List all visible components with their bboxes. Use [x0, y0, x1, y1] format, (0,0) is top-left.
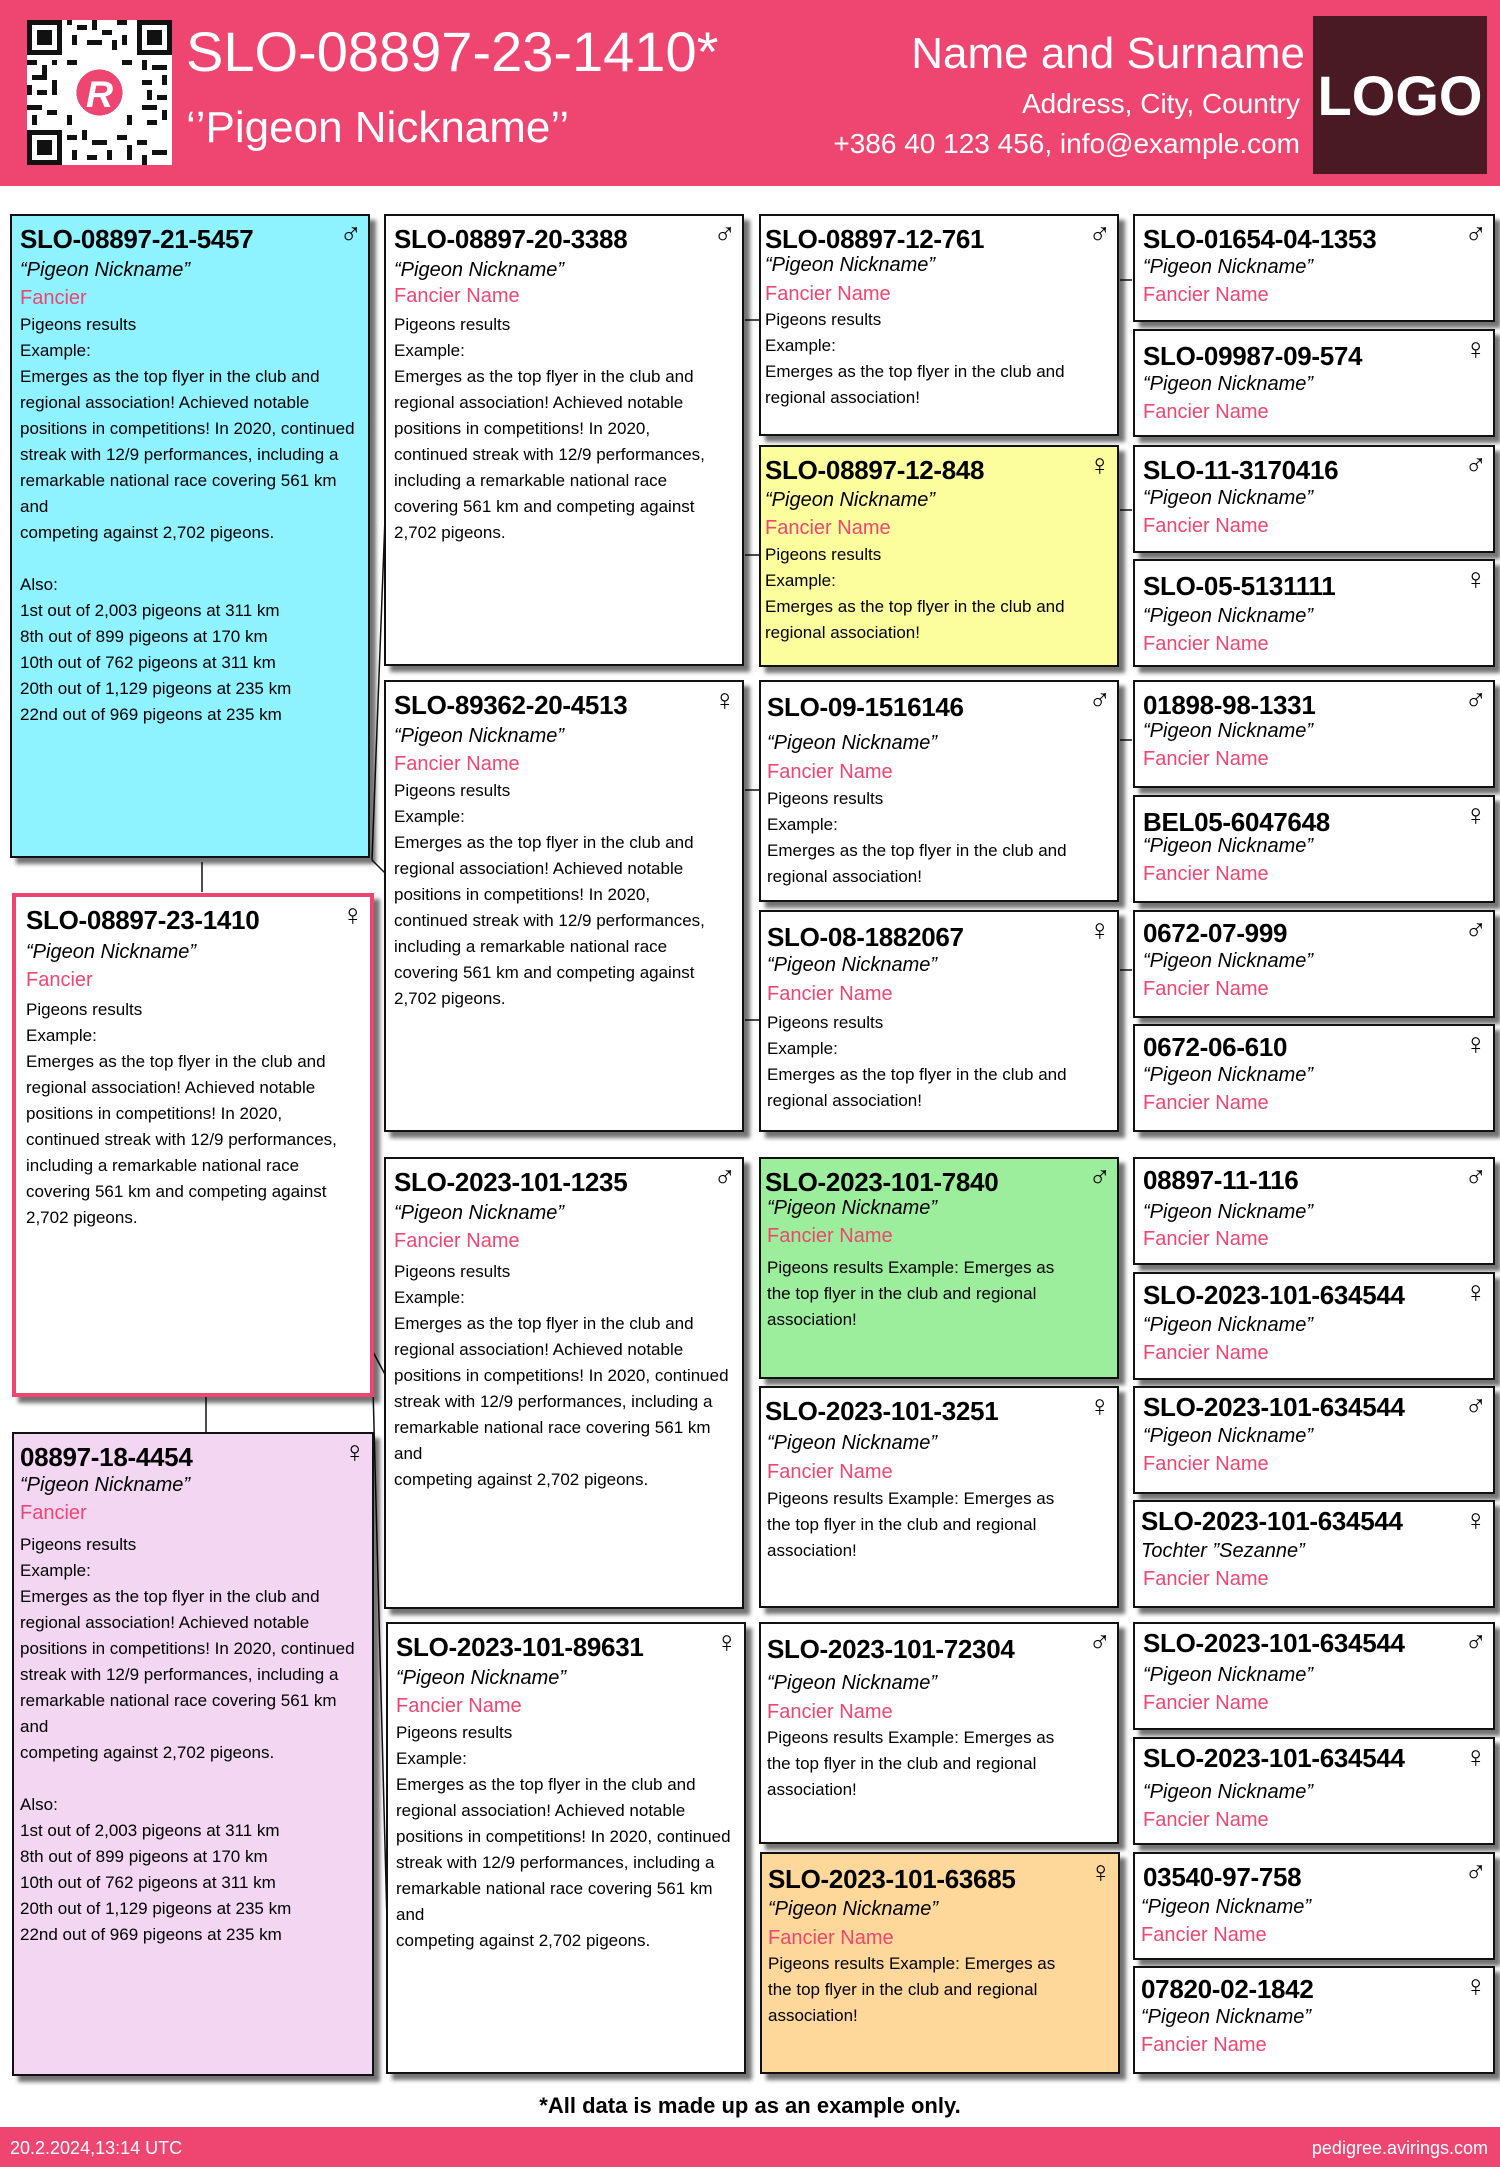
female-icon: ♀: [1464, 333, 1487, 366]
pedigree-card-gen4[interactable]: [1133, 214, 1495, 322]
fancier-name: Fancier Name: [765, 283, 891, 305]
pedigree-card-gen4[interactable]: [1133, 1852, 1495, 1960]
fancier-name: Fancier Name: [767, 983, 893, 1005]
nickname: “Pigeon Nickname”: [1143, 835, 1314, 857]
fancier-name: Fancier Name: [1143, 401, 1269, 423]
male-icon: ♂: [713, 1161, 736, 1194]
male-icon: ♂: [1464, 1626, 1487, 1659]
nickname: “Pigeon Nickname”: [394, 725, 565, 747]
nickname: “Pigeon Nickname”: [767, 1197, 938, 1219]
nickname: “Pigeon Nickname”: [1143, 1201, 1314, 1223]
owner-contact: +386 40 123 456, info@example.com: [833, 128, 1300, 159]
pigeon-results: Pigeons results Example: Emerges as the top flyer in the club and regional association!: [767, 1258, 1055, 1329]
ring-number: 08897-11-116: [1143, 1165, 1299, 1195]
nickname: “Pigeon Nickname”: [1143, 487, 1314, 509]
ring-number: 07820-02-1842: [1141, 1974, 1314, 2004]
nickname: “Pigeon Nickname”: [1143, 950, 1314, 972]
pedigree-card-gen4[interactable]: [1133, 329, 1495, 437]
male-icon: ♂: [1088, 1626, 1111, 1659]
ring-number: SLO-09987-09-574: [1143, 341, 1363, 371]
male-icon: ♂: [339, 218, 362, 251]
owner-name: Name and Surname: [911, 29, 1305, 78]
pedigree-card-gen4[interactable]: [1133, 910, 1495, 1018]
ring-number: SLO-08897-21-5457: [20, 224, 254, 254]
fancier-name: Fancier Name: [1143, 1092, 1269, 1114]
fancier-name: Fancier: [20, 287, 87, 309]
pedigree-card-gen3[interactable]: [759, 910, 1119, 1132]
female-icon: ♀: [1088, 914, 1111, 947]
pedigree-card-gen4[interactable]: [1133, 1272, 1495, 1380]
fancier-name: Fancier Name: [767, 1701, 893, 1723]
ring-number: SLO-2023-101-72304: [767, 1634, 1015, 1664]
ring-number: SLO-2023-101-634544: [1143, 1743, 1405, 1773]
fancier-name: Fancier Name: [1143, 1342, 1269, 1364]
fancier-name: Fancier Name: [1143, 284, 1269, 306]
pedigree-card-gen4[interactable]: [1133, 1966, 1495, 2074]
pedigree-card-sire[interactable]: [10, 214, 370, 858]
female-icon: ♀: [1088, 1390, 1111, 1423]
ring-number: SLO-2023-101-7840: [765, 1167, 999, 1197]
pedigree-card-gen2[interactable]: [384, 680, 744, 1132]
pigeon-results: Pigeons results Example: Emerges as the top flyer in the club and regional association!: [767, 1013, 1067, 1110]
nickname: “Pigeon Nickname”: [1143, 1425, 1314, 1447]
pedigree-card-gen2[interactable]: [384, 214, 744, 666]
fancier-name: Fancier: [26, 969, 93, 991]
nickname: “Pigeon Nickname”: [1143, 373, 1314, 395]
nickname: “Pigeon Nickname”: [1141, 2006, 1312, 2028]
pedigree-card-gen3[interactable]: [759, 1386, 1119, 1608]
fancier-name: Fancier Name: [1141, 2034, 1267, 2056]
pedigree-card-gen2[interactable]: [386, 1622, 746, 2074]
pedigree-card-gen4[interactable]: [1133, 1737, 1495, 1845]
nickname: “Pigeon Nickname”: [394, 1202, 565, 1224]
fancier-name: Fancier Name: [1141, 1924, 1267, 1946]
pigeon-results: Pigeons results Example: Emerges as the top flyer in the club and regional association!: [767, 789, 1067, 886]
nickname: “Pigeon Nickname”: [767, 1672, 938, 1694]
pedigree-card-gen4[interactable]: [1133, 1157, 1495, 1265]
ring-number: 0672-06-610: [1143, 1032, 1288, 1062]
pigeon-results: Pigeons results Example: Emerges as the top flyer in the club and regional association! Achieved notable positions in competitions! In 2020, continued streak with 12/9 performances, including a remarkable national race covering 561 km and competing against 2,702 pigeons.: [394, 315, 705, 542]
fancier-name: Fancier Name: [767, 1461, 893, 1483]
ring-number: SLO-08897-12-761: [765, 224, 985, 254]
pedigree-card-gen3[interactable]: [759, 1157, 1119, 1379]
pedigree-ring-title: SLO-08897-23-1410*: [186, 20, 719, 83]
female-icon: ♀: [1464, 1028, 1487, 1061]
fancier-name: Fancier Name: [1143, 1228, 1269, 1250]
pedigree-card-gen4[interactable]: [1133, 1386, 1495, 1494]
female-icon: ♀: [343, 1436, 366, 1469]
ring-number: BEL05-6047648: [1143, 807, 1330, 837]
logo: LOGO: [1313, 16, 1487, 174]
pigeon-results: Pigeons results Example: Emerges as the top flyer in the club and regional association! Achieved notable positions in competitions! In 2020, continued streak with 12/9 performances, including a remarkable national race covering 561 km and competing against 2,702 pigeons.: [26, 1000, 337, 1227]
fancier-name: Fancier Name: [767, 1225, 893, 1247]
female-icon: ♀: [1464, 1504, 1487, 1537]
nickname: “Pigeon Nickname”: [1143, 1064, 1314, 1086]
pigeon-results: Pigeons results Example: Emerges as the top flyer in the club and regional association! Achieved notable positions in competitions! In 2020, continued streak with 12/9 performances, including a remarkable national race covering 561 km and competing against 2,702 pigeons. Also: 1st out of 2,003 pigeons at 311 km 8th out of 899 pigeons at 170 km 10th out of 762 pigeons at 311 km 20th out of 1,129 pigeons at 235 km 22nd out of 969 pigeons at 235 km: [20, 315, 355, 724]
fancier-name: Fancier Name: [1143, 515, 1269, 537]
male-icon: ♂: [1088, 1161, 1111, 1194]
male-icon: ♂: [1088, 218, 1111, 251]
pedigree-card-dam[interactable]: [12, 1432, 374, 2076]
nickname: “Pigeon Nickname”: [767, 732, 938, 754]
pedigree-card-gen2[interactable]: [384, 1157, 744, 1609]
pedigree-nickname: ‘’Pigeon Nickname’’: [186, 103, 570, 152]
nickname: “Pigeon Nickname”: [394, 259, 565, 281]
fancier-name: Fancier Name: [1143, 748, 1269, 770]
female-icon: ♀: [341, 899, 364, 932]
ring-number: SLO-08-1882067: [767, 922, 964, 952]
qr-code-icon: [27, 20, 172, 165]
pigeon-results: Pigeons results Example: Emerges as the top flyer in the club and regional association! Achieved notable positions in competitions! In 2020, continued streak with 12/9 performances, including a remarkable national race covering 561 km and competing against 2,702 pigeons.: [396, 1723, 731, 1950]
male-icon: ♂: [1464, 684, 1487, 717]
fancier-name: Fancier Name: [394, 285, 520, 307]
male-icon: ♂: [1088, 684, 1111, 717]
nickname: “Pigeon Nickname”: [20, 1474, 191, 1496]
pedigree-footer: [0, 2127, 1500, 2167]
fancier-name: Fancier Name: [1143, 1568, 1269, 1590]
male-icon: ♂: [713, 218, 736, 251]
female-icon: ♀: [1464, 1276, 1487, 1309]
fancier-name: Fancier Name: [396, 1695, 522, 1717]
pigeon-results: Pigeons results Example: Emerges as the top flyer in the club and regional association!: [765, 545, 1065, 642]
ring-number: 08897-18-4454: [20, 1442, 193, 1472]
nickname: “Pigeon Nickname”: [1143, 1781, 1314, 1803]
fancier-name: Fancier Name: [1143, 633, 1269, 655]
pedigree-card-gen4[interactable]: [1133, 445, 1495, 553]
nickname: “Pigeon Nickname”: [1143, 720, 1314, 742]
pedigree-card-gen3[interactable]: [759, 445, 1119, 667]
nickname: Tochter ”Sezanne”: [1141, 1540, 1305, 1562]
nickname: “Pigeon Nickname”: [768, 1898, 939, 1920]
male-icon: ♂: [1464, 1390, 1487, 1423]
pedigree-card-gen4[interactable]: [1133, 795, 1495, 903]
site-link[interactable]: pedigree.avirings.com: [1311, 2138, 1488, 2158]
fancier-name: Fancier: [20, 1502, 87, 1524]
fancier-name: Fancier Name: [394, 753, 520, 775]
pigeon-results: Pigeons results Example: Emerges as the top flyer in the club and regional association!: [767, 1728, 1055, 1799]
ring-number: SLO-08897-12-848: [765, 455, 985, 485]
pigeon-results: Pigeons results Example: Emerges as the top flyer in the club and regional association!: [767, 1489, 1055, 1560]
pedigree-card-gen4[interactable]: [1133, 1024, 1495, 1132]
fancier-name: Fancier Name: [1143, 863, 1269, 885]
male-icon: ♂: [1464, 1161, 1487, 1194]
female-icon: ♀: [1464, 1741, 1487, 1774]
nickname: “Pigeon Nickname”: [1141, 1896, 1312, 1918]
pedigree-card-gen4[interactable]: [1133, 559, 1495, 667]
nickname: “Pigeon Nickname”: [396, 1667, 567, 1689]
pedigree-card-gen4[interactable]: [1133, 680, 1495, 788]
ring-number: SLO-89362-20-4513: [394, 690, 628, 720]
fancier-name: Fancier Name: [767, 761, 893, 783]
fancier-name: Fancier Name: [765, 517, 891, 539]
pigeon-results: Pigeons results Example: Emerges as the top flyer in the club and regional association! Achieved notable positions in competitions! In 2020, continued streak with 12/9 performances, including a remarkable national race covering 561 km and competing against 2,702 pigeons.: [394, 1262, 729, 1489]
female-icon: ♀: [713, 684, 736, 717]
pigeon-results: Pigeons results Example: Emerges as the top flyer in the club and regional association!: [768, 1954, 1056, 2025]
male-icon: ♂: [1464, 449, 1487, 482]
ring-number: 01898-98-1331: [1143, 690, 1316, 720]
ring-number: SLO-2023-101-634544: [1143, 1392, 1405, 1422]
pedigree-card-gen3[interactable]: [759, 214, 1119, 436]
male-icon: ♂: [1464, 218, 1487, 251]
fancier-name: Fancier Name: [1143, 1692, 1269, 1714]
fancier-name: Fancier Name: [1143, 1453, 1269, 1475]
nickname: “Pigeon Nickname”: [767, 954, 938, 976]
female-icon: ♀: [715, 1626, 738, 1659]
disclaimer-note: *All data is made up as an example only.: [539, 2093, 961, 2118]
fancier-name: Fancier Name: [768, 1927, 894, 1949]
owner-address: Address, City, Country: [1021, 88, 1300, 119]
ring-number: 03540-97-758: [1143, 1862, 1302, 1892]
pigeon-results: Pigeons results Example: Emerges as the top flyer in the club and regional association! Achieved notable positions in competitions! In 2020, continued streak with 12/9 performances, including a remarkable national race covering 561 km and competing against 2,702 pigeons. Also: 1st out of 2,003 pigeons at 311 km 8th out of 899 pigeons at 170 km 10th out of 762 pigeons at 311 km 20th out of 1,129 pigeons at 235 km 22nd out of 969 pigeons at 235 km: [20, 1535, 355, 1944]
fancier-name: Fancier Name: [1143, 978, 1269, 1000]
ring-number: SLO-08897-20-3388: [394, 224, 628, 254]
female-icon: ♀: [1088, 449, 1111, 482]
pigeon-results: Pigeons results Example: Emerges as the top flyer in the club and regional association! Achieved notable positions in competitions! In 2020, continued streak with 12/9 performances, including a remarkable national race covering 561 km and competing against 2,702 pigeons.: [394, 781, 705, 1008]
ring-number: 0672-07-999: [1143, 918, 1288, 948]
pedigree-card-subject[interactable]: [12, 893, 374, 1397]
ring-number: SLO-2023-101-634544: [1143, 1628, 1405, 1658]
ring-number: SLO-2023-101-1235: [394, 1167, 628, 1197]
nickname: “Pigeon Nickname”: [1143, 605, 1314, 627]
nickname: “Pigeon Nickname”: [767, 1432, 938, 1454]
pedigree-card-gen4[interactable]: [1133, 1622, 1495, 1730]
female-icon: ♀: [1464, 799, 1487, 832]
ring-number: SLO-2023-101-634544: [1141, 1506, 1403, 1536]
nickname: “Pigeon Nickname”: [765, 489, 936, 511]
female-icon: ♀: [1089, 1856, 1112, 1889]
ring-number: SLO-11-3170416: [1143, 455, 1339, 485]
pedigree-card-gen4[interactable]: [1133, 1500, 1495, 1608]
female-icon: ♀: [1464, 563, 1487, 596]
ring-number: SLO-08897-23-1410: [26, 905, 260, 935]
nickname: “Pigeon Nickname”: [20, 259, 191, 281]
fancier-name: Fancier Name: [394, 1230, 520, 1252]
male-icon: ♂: [1464, 1856, 1487, 1889]
ring-number: SLO-05-5131111: [1143, 571, 1336, 601]
female-icon: ♀: [1464, 1970, 1487, 2003]
pedigree-card-gen3[interactable]: [760, 1852, 1120, 2074]
pedigree-header: [0, 0, 1500, 186]
pedigree-card-gen3[interactable]: [759, 1622, 1119, 1844]
nickname: “Pigeon Nickname”: [765, 254, 936, 276]
ring-number: SLO-2023-101-63685: [768, 1864, 1016, 1894]
svg-text:R: R: [85, 73, 114, 115]
nickname: “Pigeon Nickname”: [1143, 1314, 1314, 1336]
nickname: “Pigeon Nickname”: [1143, 256, 1314, 278]
ring-number: SLO-2023-101-89631: [396, 1632, 644, 1662]
ring-number: SLO-2023-101-634544: [1143, 1280, 1405, 1310]
nickname: “Pigeon Nickname”: [1143, 1664, 1314, 1686]
ring-number: SLO-09-1516146: [767, 692, 964, 722]
nickname: “Pigeon Nickname”: [26, 941, 197, 963]
ring-number: SLO-2023-101-3251: [765, 1396, 999, 1426]
fancier-name: Fancier Name: [1143, 1809, 1269, 1831]
pigeon-results: Pigeons results Example: Emerges as the top flyer in the club and regional association!: [765, 310, 1065, 407]
ring-number: SLO-01654-04-1353: [1143, 224, 1377, 254]
print-date: 20.2.2024,13:14 UTC: [10, 2138, 183, 2158]
male-icon: ♂: [1464, 914, 1487, 947]
pedigree-card-gen3[interactable]: [759, 680, 1119, 902]
